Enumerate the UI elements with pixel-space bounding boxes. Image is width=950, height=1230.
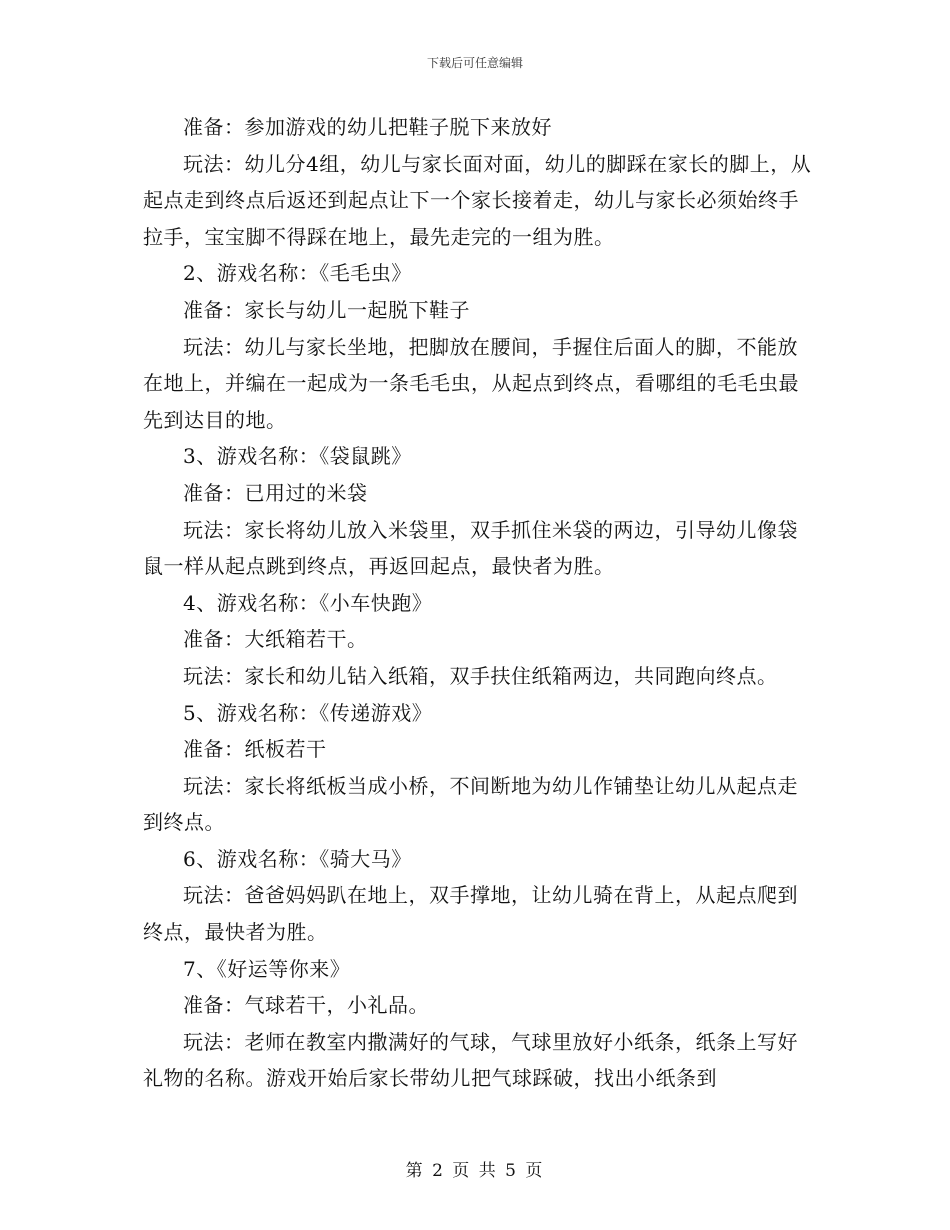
paragraph: 玩法：爸爸妈妈趴在地上，双手撑地，让幼儿骑在背上，从起点爬到终点，最快者为胜。: [143, 883, 798, 945]
section-heading: 5、游戏名称：《传递游戏》: [183, 700, 433, 725]
paragraph: 玩法：老师在教室内撒满好的气球，气球里放好小纸条，纸条上写好礼物的名称。游戏开始后家长带幼儿把气球踩破，找出小纸条到: [143, 1029, 798, 1091]
paragraph: 准备：已用过的米袋: [183, 480, 368, 505]
paragraph: 准备：纸板若干: [183, 737, 327, 762]
paragraph: 玩法：幼儿与家长坐地，把脚放在腰间，手握住后面人的脚，不能放在地上，并编在一起成为一条毛毛虫，从起点到终点，看哪组的毛毛虫最先到达目的地。: [143, 334, 799, 432]
section-heading: 4、游戏名称：《小车快跑》: [183, 590, 433, 615]
paragraph: 玩法：家长和幼儿钻入纸箱，双手扶住纸箱两边，共同跑向终点。: [183, 663, 778, 688]
paragraph: 玩法：家长将幼儿放入米袋里，双手抓住米袋的两边，引导幼儿像袋鼠一样从起点跳到终点，再返回起点，最快者为胜。: [143, 517, 798, 579]
section-heading: 6、游戏名称：《骑大马》: [183, 846, 412, 871]
paragraph: 玩法：家长将纸板当成小桥，不间断地为幼儿作铺垫让幼儿从起点走到终点。: [143, 773, 798, 835]
paragraph: 准备：大纸箱若干。: [183, 627, 368, 652]
section-heading: 2、游戏名称：《毛毛虫》: [183, 261, 412, 286]
section-heading: 3、游戏名称：《袋鼠跳》: [183, 444, 412, 469]
page-number-footer: 第 2 页 共 5 页: [405, 1161, 545, 1181]
page-header: 下载后可任意编辑: [426, 56, 523, 70]
document-body: [143, 109, 813, 1097]
paragraph: 准备：气球若干，小礼品。: [183, 993, 429, 1018]
paragraph: 准备：家长与幼儿一起脱下鞋子: [183, 297, 470, 322]
paragraph: 玩法：幼儿分4组，幼儿与家长面对面，幼儿的脚踩在家长的脚上，从起点走到终点后返还到起点让下一个家长接着走，幼儿与家长必须始终手拉手，宝宝脚不得踩在地上，最先走完的一组为胜。: [143, 151, 812, 249]
paragraph: 准备：参加游戏的幼儿把鞋子脱下来放好: [183, 115, 552, 139]
section-heading: 7、《好运等你来》: [183, 956, 351, 981]
